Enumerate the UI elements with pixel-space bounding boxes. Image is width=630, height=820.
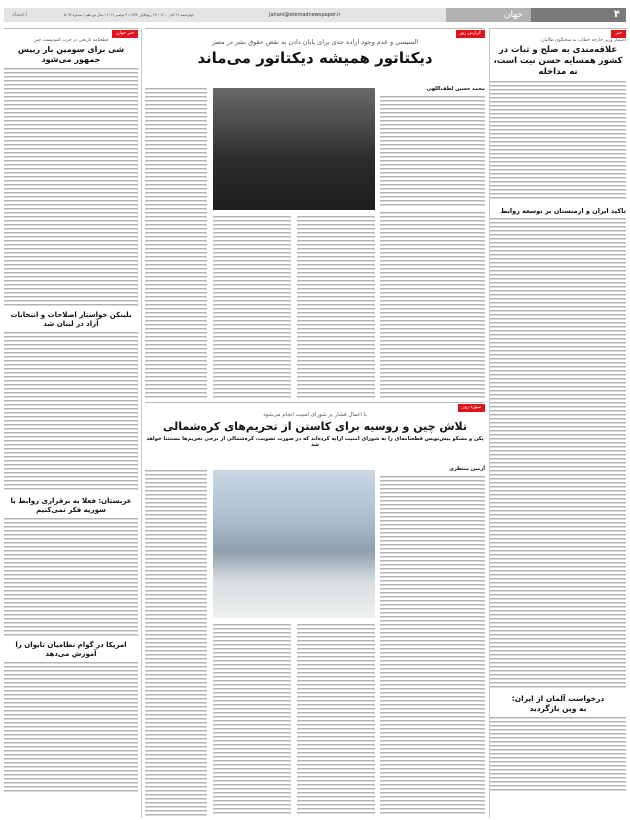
kicker: با اعمال فشار بر شورای امنیت انجام می‌شود xyxy=(263,412,367,418)
article-body xyxy=(145,88,207,398)
article-body xyxy=(490,81,626,201)
article-body xyxy=(4,662,138,792)
headline[interactable]: شی برای سومین بار رییس جمهور می‌شود xyxy=(17,45,125,64)
kicker: السیسی و عدم وجود اراده جدی برای پایان دادن به نقض حقوق بشر در مصر xyxy=(211,38,419,46)
headline[interactable]: تلاش چین و روسیه برای کاستن از تحریم‌های کره‌شمالی xyxy=(162,420,468,433)
kicker: قطعنامه تاریخی در حزب کمونیست چین xyxy=(33,38,109,43)
article-body xyxy=(380,476,485,816)
border-fence-photo xyxy=(213,470,375,618)
second-story xyxy=(145,402,485,448)
article-body xyxy=(145,470,207,816)
kicker: دستیار وزیر خارجه خطاب به سخنگوی طالبان: xyxy=(539,38,626,43)
sisi-photo xyxy=(213,88,375,210)
article-body xyxy=(4,518,138,636)
article-body xyxy=(380,212,485,398)
headline[interactable]: دیکتاتور همیشه دیکتاتور می‌ماند xyxy=(197,49,433,67)
article-body xyxy=(213,624,291,816)
headline[interactable]: بلینکن خواستار اصلاحات و انتخابات آزاد در لبنان شد xyxy=(10,311,132,328)
page-header xyxy=(4,8,626,22)
right-column xyxy=(490,28,626,792)
column-divider xyxy=(489,28,490,818)
issue-date: چهارشنبه ۱۲ آبان ۱۴۰۰ / ۲۷ ربیع‌الاول ۱۴۴۳ / ۳ نوامبر ۲۰۲۱ / سال نوزدهم / شماره ۵۰۹۳ xyxy=(64,13,194,17)
section-tag: گزارش روز xyxy=(456,30,486,38)
article-body xyxy=(490,717,626,792)
section-title: جهان xyxy=(446,8,531,22)
subhead: پکن و مسکو پیش‌نویس قطعنامه‌ای را به شورای امنیت ارایه کرده‌اند که در صورت تصویب، کره‌شمالی از برخی تحریم‌ها مستثنا خواهد شد xyxy=(146,436,484,448)
article-body xyxy=(380,96,485,206)
newspaper-logo: اعتماد xyxy=(12,11,28,18)
article-body xyxy=(490,218,626,688)
section-tag: سوژه روز xyxy=(458,404,485,412)
email-link[interactable]: Jahani@etemadnewspaper.ir xyxy=(269,12,341,18)
section-tag: خبر جهان xyxy=(112,30,138,38)
article-body xyxy=(213,216,291,398)
author: محمد حسین لطف‌اللهی xyxy=(426,86,485,92)
article-body xyxy=(4,68,138,306)
section-tag: خبر xyxy=(611,30,626,38)
headline[interactable]: تاکید ایران و ارمنستان بر توسعه روابط xyxy=(500,207,626,215)
left-column xyxy=(4,28,138,792)
headline[interactable]: درخواست آلمان از ایران: به وین بازگردید xyxy=(511,694,605,713)
article-body xyxy=(4,332,138,492)
page-number: ۴ xyxy=(531,8,626,22)
column-divider xyxy=(141,28,142,818)
article-body xyxy=(297,624,375,816)
article-body xyxy=(297,216,375,398)
headline[interactable]: علاقه‌مندی به صلح و ثبات در کشور همسایه حسن نیت است، نه مداخله xyxy=(493,45,623,77)
headline[interactable]: عربستان: فعلا به برقراری روابط با سوریه فکر نمی‌کنیم xyxy=(10,497,132,514)
author: آرمین منتظری xyxy=(449,466,485,472)
headline[interactable]: امریکا در گوام نظامیان تایوان را آموزش می‌دهد xyxy=(15,641,127,658)
main-story xyxy=(145,28,485,67)
